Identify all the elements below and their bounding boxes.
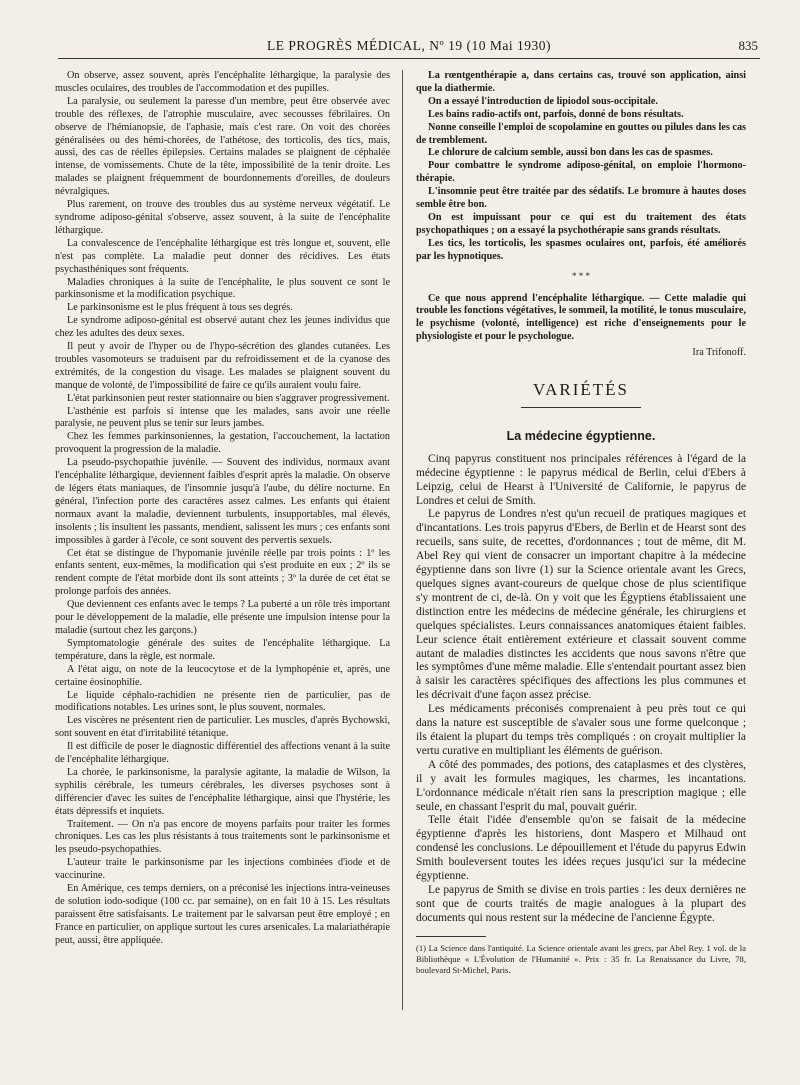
paragraph: Les tics, les torticolis, les spasmes oculaires ont, parfois, été améliorés par les hypnotiques.	[416, 237, 746, 262]
paragraph: Pour combattre le syndrome adiposo-génital, on emploie l'hormono-thérapie.	[416, 160, 746, 185]
journal-title: LE PROGRÈS MÉDICAL, Nº 19 (10 Mai 1930)	[267, 38, 551, 53]
paragraph: Les viscères ne présentent rien de particulier. Les muscles, d'après Bychowski, sont souvent en état d'irritabilité tétanique.	[55, 715, 390, 740]
paragraph: Que deviennent ces enfants avec le temps ? La puberté a un rôle très important pour le développement de la maladie, elle présente une impulsion intense pour la maladie (surtout chez les garçons.)	[55, 599, 390, 636]
paragraph: Il peut y avoir de l'hyper ou de l'hypo-sécrétion des glandes cutanées. Les troubles vasomoteurs se traduisent par du refroidissement et de la cyanose des extrémités, de la congestion du visage. Les malades se plaignent souvent du manque de volonté, de l'impossibilité de faire ce qu'ils auraient voulu faire.	[55, 341, 390, 391]
paragraph: On est impuissant pour ce qui est du traitement des états psychopathiques ; on a essayé la psychothérapie sans grands résultats.	[416, 211, 746, 236]
section-separator: * * *	[572, 270, 590, 281]
footnote-rule	[416, 936, 486, 937]
paragraph: En Amérique, ces temps derniers, on a préconisé les injections intra-veineuses de solution iodo-sodique (100 cc. par semaine), on en fait 10 à 15. Les résultats paraissent être satisfaisants. Le traitement par le salvarsan peut être employé ; en France en particulier, on applique surtout les cures arsenicales. La malariathérapie peut, aussi, être appliquée.	[55, 883, 390, 946]
paragraph: Traitement. — On n'a pas encore de moyens parfaits pour traiter les formes chroniques. Les cas les plus résistants à tous traitements sont le parkinsonisme et les pseudo-psychopathies.	[55, 818, 390, 856]
paragraph: Le papyrus de Smith se divise en trois parties : les deux dernières ne sont que de courts traités de magie analogues à la plupart des documents qui nous restent sur la médecine de l'ancienne Égypte.	[416, 883, 746, 924]
paragraph: A côté des pommades, des potions, des cataplasmes et des clystères, il y avait les formules magiques, les charmes, les incantations. L'ordonnance médicale n'était rien sans la prescription magique ; elle seule, en chassant l'esprit du mal, pouvait guérir.	[416, 758, 746, 813]
column-divider	[402, 70, 403, 1010]
conclusion-paragraph: Ce que nous apprend l'encéphalite léthargique. — Cette maladie qui trouble les fonctions végétatives, le sommeil, la motilité, le tonus musculaire, le psychisme (volonté, intelligence) est riche d'enseignements pour le physiologiste et pour le psychologue.	[416, 292, 746, 343]
paragraph: On a essayé l'introduction de lipiodol sous-occipitale.	[428, 95, 658, 107]
article-title: La médecine égyptienne.	[506, 428, 656, 443]
paragraph: La paralysie, ou seulement la paresse d'un membre, peut être observée avec trouble des réflexes, de l'atrophie musculaire, avec secousses fébrilaires. On observe de l'hémianopsie, de l'aphasie, mais c'est rare. On voit des chorées généralisées ou des hémi-chorées, de l'athétose, des torticolis, des tics, mais, aussi, des cas de réelles épilepsies. Certains malades se plaignent de céphalée intense, de vomissements. Chute de la tête, impossibilité de la tenir droite. Les malades se plaignent fréquemment de bourdonnements d'oreilles, de douleurs névralgiques.	[55, 95, 390, 198]
paragraph: On observe, assez souvent, après l'encéphalite léthargique, la paralysie des muscles oculaires, des troubles de l'accommodation et des pupilles.	[55, 70, 390, 94]
page-header	[58, 38, 760, 59]
footnote: (1) La Science dans l'antiquité. La Science orientale avant les grecs, par Abel Rey. 1 vol. de la Bibliothèque « L'Évolution de l'Humanité ». Prix : 35 fr. La Renaissance du Livre, 78, boulevard St-Michel, Paris.	[416, 942, 746, 975]
paragraph: L'insomnie peut être traitée par des sédatifs. Le bromure à hautes doses semble être bon.	[416, 186, 746, 211]
paragraph: Telle était l'idée d'ensemble qu'on se faisait de la médecine égyptienne d'après les historiens, dont Maspero et Milhaud ont condensé les conclusions. Le dépouillement et l'étude du papyrus Edwin Smith bouleversent toutes les idées reçues jusqu'ici sur la médecine égyptienne.	[416, 814, 746, 883]
author-signature: Ira Trifonoff.	[692, 347, 746, 359]
paragraph: Les bains radio-actifs ont, parfois, donné de bons résultats.	[428, 108, 684, 120]
section-title: VARIÉTÉS	[533, 380, 629, 400]
paragraph: Les médicaments préconisés comprenaient à peu près tout ce qui dans la nature est susceptible de s'avaler sous une forme quelconque ; ils étaient la plupart du temps très compliqués : on croyait multiplier la vertu curative en multipliant les éléments de guérison.	[416, 703, 746, 757]
paragraph: La rœntgenthérapie a, dans certains cas, trouvé son application, ainsi que la diathermie.	[416, 70, 746, 94]
right-column	[416, 70, 746, 976]
left-column	[55, 70, 390, 948]
paragraph: L'asthénie est parfois si intense que les malades, sans avoir une réelle paralysie, ne peuvent plus se tenir sur leurs jambes.	[55, 405, 390, 430]
paragraph: L'état parkinsonien peut rester stationnaire ou bien s'aggraver progressivement.	[67, 392, 390, 404]
paragraph: Plus rarement, on trouve des troubles dus au système nerveux végétatif. Le syndrome adiposo-génital s'observe, assez souvent, à la suite de l'encéphalite léthargique.	[55, 199, 390, 236]
paragraph: A l'état aigu, on note de la leucocytose et de la lymphopénie et, après, une certaine éosinophilie.	[55, 663, 390, 688]
paragraph: La convalescence de l'encéphalite léthargique est très longue et, souvent, elle n'est pas complète. La maladie peut donner des récidives. Les états psychasthéniques sont fréquents.	[55, 237, 390, 275]
paragraph: La pseudo-psychopathie juvénile. — Souvent des individus, normaux avant l'encéphalite léthargique, deviennent faibles d'esprit après la maladie. On observe de légers états maniaques, de l'insomnie jusqu'à l'aube, du délire nocturne. En général, l'infection porte des caractères assez calmes. Les enfants qui étaient normaux avant la maladie, deviennent turbulents, insupportables, mal élevés, insolents ; lis insultent les passants, mendient, salissent les murs ; ces enfants sont impossibles à garder à l'école, ce sont souvent des pervertis sexuels.	[55, 457, 390, 546]
paragraph: Maladies chroniques à la suite de l'encéphalite, le plus souvent ce sont le parkinsonisme et la modification psychique.	[55, 276, 390, 301]
article-body	[416, 453, 746, 926]
paragraph: L'auteur traite le parkinsonisme par les injections combinées d'iode et de vaccinurine.	[55, 857, 390, 882]
section-rule	[521, 407, 641, 408]
paragraph: Le parkinsonisme est le plus fréquent à tous ses degrés.	[67, 302, 293, 314]
paragraph: Cet état se distingue de l'hypomanie juvénile réelle par trois points : 1º les enfants sentent, eux-mêmes, la modification qui s'est produite en eux ; 2º ils se rendent compte de l'état morbide dont ils sont atteints ; 3º la durée de cet état se prolonge parfois des années.	[55, 547, 390, 598]
paragraph: Cinq papyrus constituent nos principales références à l'égard de la médecine égyptienne : le papyrus médical de Berlin, celui d'Ebers à Leipzig, celui de Hearst à l'Université de Californie, le papyrus de Londres et celui de Smith.	[416, 452, 746, 507]
paragraph: Symptomatologie générale des suites de l'encéphalite léthargique. La température, dans la règle, est normale.	[55, 637, 390, 662]
page-number: 835	[738, 38, 758, 53]
paragraph: Chez les femmes parkinsoniennes, la gestation, l'accouchement, la lactation provoquent la progression de la maladie.	[55, 431, 390, 456]
paragraph: Le liquide céphalo-rachidien ne présente rien de particulier, pas de modifications notables. Les urines sont, le plus souvent, normales.	[55, 689, 390, 714]
paragraph: Le syndrome adiposo-génital est observé autant chez les jeunes individus que chez les adultes des deux sexes.	[55, 315, 390, 340]
paragraph: Il est difficile de poser le diagnostic différentiel des affections venant à la suite de l'encéphalite léthargique.	[55, 741, 390, 766]
paragraph: Le papyrus de Londres n'est qu'un recueil de pratiques magiques et d'incantations. Les trois papyrus d'Ebers, de Berlin et de Hearst sont des recueils, sans suite, de recettes, d'ordonnances ; tout de même, dit M. Abel Rey qui vient de consacrer un important chapitre à la médecine égyptienne dans son livre (1) sur la Science orientale avant les Grecs, quelques signes avant-coureurs de quelque chose de plus scientifique s'y montrent de ci, de-là. On y voit que les Égyptiens établissaient une distinction entre les médecins de médecine générale, les chirurgiens et quelques spécialistes. Leurs connaissances anatomiques étaient faibles. Leur science était entièrement extérieure et classait souvent comme autant de maladies distinctes les accidents que nous savons n'être que les symptômes d'une même maladie. Elle s'entendait pourtant assez bien à saisir les caractères spécifiques des affections les plus communes et les décrivait d'une façon assez précise.	[416, 508, 746, 702]
paragraph: Nonne conseille l'emploi de scopolamine en gouttes ou pilules dans les cas de tremblement.	[416, 121, 746, 146]
paragraph: La chorée, le parkinsonisme, la paralysie agitante, la maladie de Wilson, la syphilis cérébrale, les tumeurs cérébrales, les diverses psychoses sont à différencier d'avec les suites de l'encéphalite léthargique, ainsi que l'hystérie, les états dépressifs et inquiets.	[55, 766, 390, 817]
paragraph: Le chlorure de calcium semble, aussi bon dans les cas de spasmes.	[428, 147, 713, 159]
